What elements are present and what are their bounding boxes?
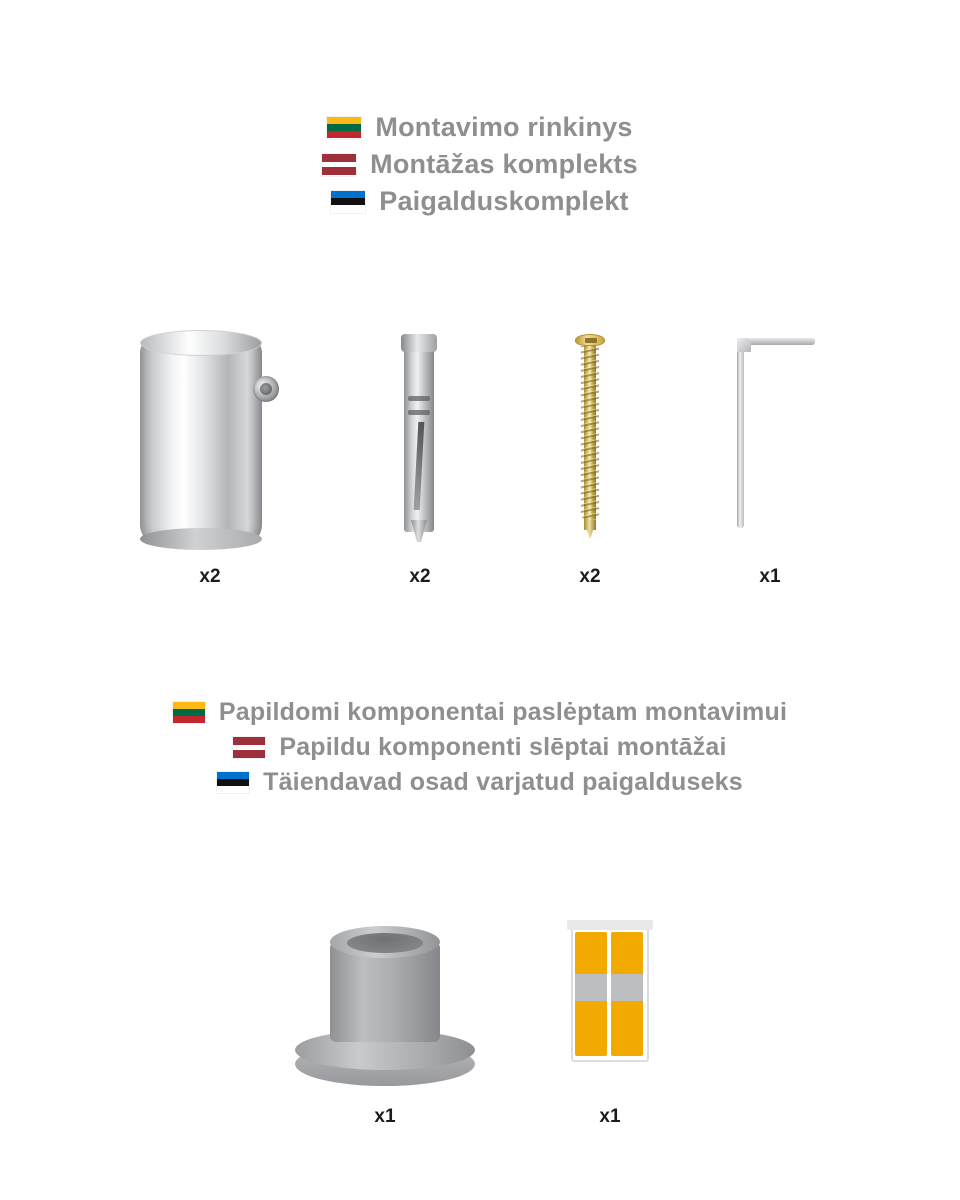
sleeve-top-rim	[140, 330, 262, 356]
grub-screw-icon	[243, 376, 279, 402]
quantity-label: x2	[409, 566, 431, 587]
heading-label-lv-extra: Papildu komponenti slēptai montāžai	[279, 733, 727, 761]
plug-collar	[401, 334, 437, 352]
quantity-label: x1	[599, 1106, 621, 1127]
sleeve-bottom-rim	[140, 528, 262, 550]
heading-label-lv: Montāžas komplekts	[370, 149, 638, 179]
adhesive-cartridge-illustration	[545, 920, 675, 1090]
mounting-kit-parts-row	[0, 330, 960, 588]
cartridge-cap	[567, 920, 653, 930]
heading-label-lt-extra: Papildomi komponentai paslėptam montavimui	[218, 698, 788, 726]
heading-label-ee: Paigalduskomplekt	[379, 186, 629, 216]
screw-head	[575, 334, 605, 346]
allen-long-arm	[737, 338, 744, 528]
heading-row-lt-extra	[173, 698, 787, 727]
hidden-mount-heading-group	[0, 698, 960, 797]
latvia-flag-icon	[322, 154, 356, 176]
heading-label-ee-extra: Täiendavad osad varjatud paigalduseks	[263, 768, 743, 796]
quantity-label: x1	[374, 1106, 396, 1127]
plug-barb	[408, 396, 430, 401]
heading-row-ee	[331, 186, 628, 217]
cartridge-tube-left	[575, 932, 607, 1056]
allen-key-illustration	[715, 330, 825, 550]
heading-label-lt: Montavimo rinkinys	[375, 112, 633, 142]
lithuania-flag-icon	[327, 117, 361, 139]
lithuania-flag-icon	[173, 702, 205, 723]
quantity-label: x2	[579, 566, 601, 587]
cartridge-tube-right	[611, 932, 643, 1056]
heading-row-lv-extra	[233, 733, 726, 762]
mounting-kit-heading-group	[0, 112, 960, 217]
screw-thread	[578, 346, 602, 530]
allen-corner	[737, 338, 751, 352]
estonia-flag-icon	[331, 191, 365, 213]
screw-illustration	[555, 330, 625, 550]
plug-barb	[408, 410, 430, 415]
sleeve-body	[140, 338, 262, 540]
hidden-mount-parts-row	[0, 920, 960, 1128]
heading-row-lv	[322, 149, 638, 180]
heading-row-lt	[327, 112, 632, 143]
bushing-bore	[347, 933, 423, 953]
part-mounting-bushing	[285, 920, 485, 1128]
standoff-sleeve-illustration	[135, 330, 285, 550]
wall-plug-illustration	[375, 330, 465, 550]
part-allen-key	[715, 330, 825, 588]
latvia-flag-icon	[233, 737, 265, 758]
part-screw	[555, 330, 625, 588]
estonia-flag-icon	[217, 772, 249, 793]
part-adhesive-cartridge	[545, 920, 675, 1128]
mounting-bushing-illustration	[285, 920, 485, 1090]
heading-row-ee-extra	[217, 768, 743, 797]
quantity-label: x1	[759, 566, 781, 587]
quantity-label: x2	[199, 566, 221, 587]
part-standoff-sleeve	[135, 330, 285, 588]
part-wall-plug	[375, 330, 465, 588]
